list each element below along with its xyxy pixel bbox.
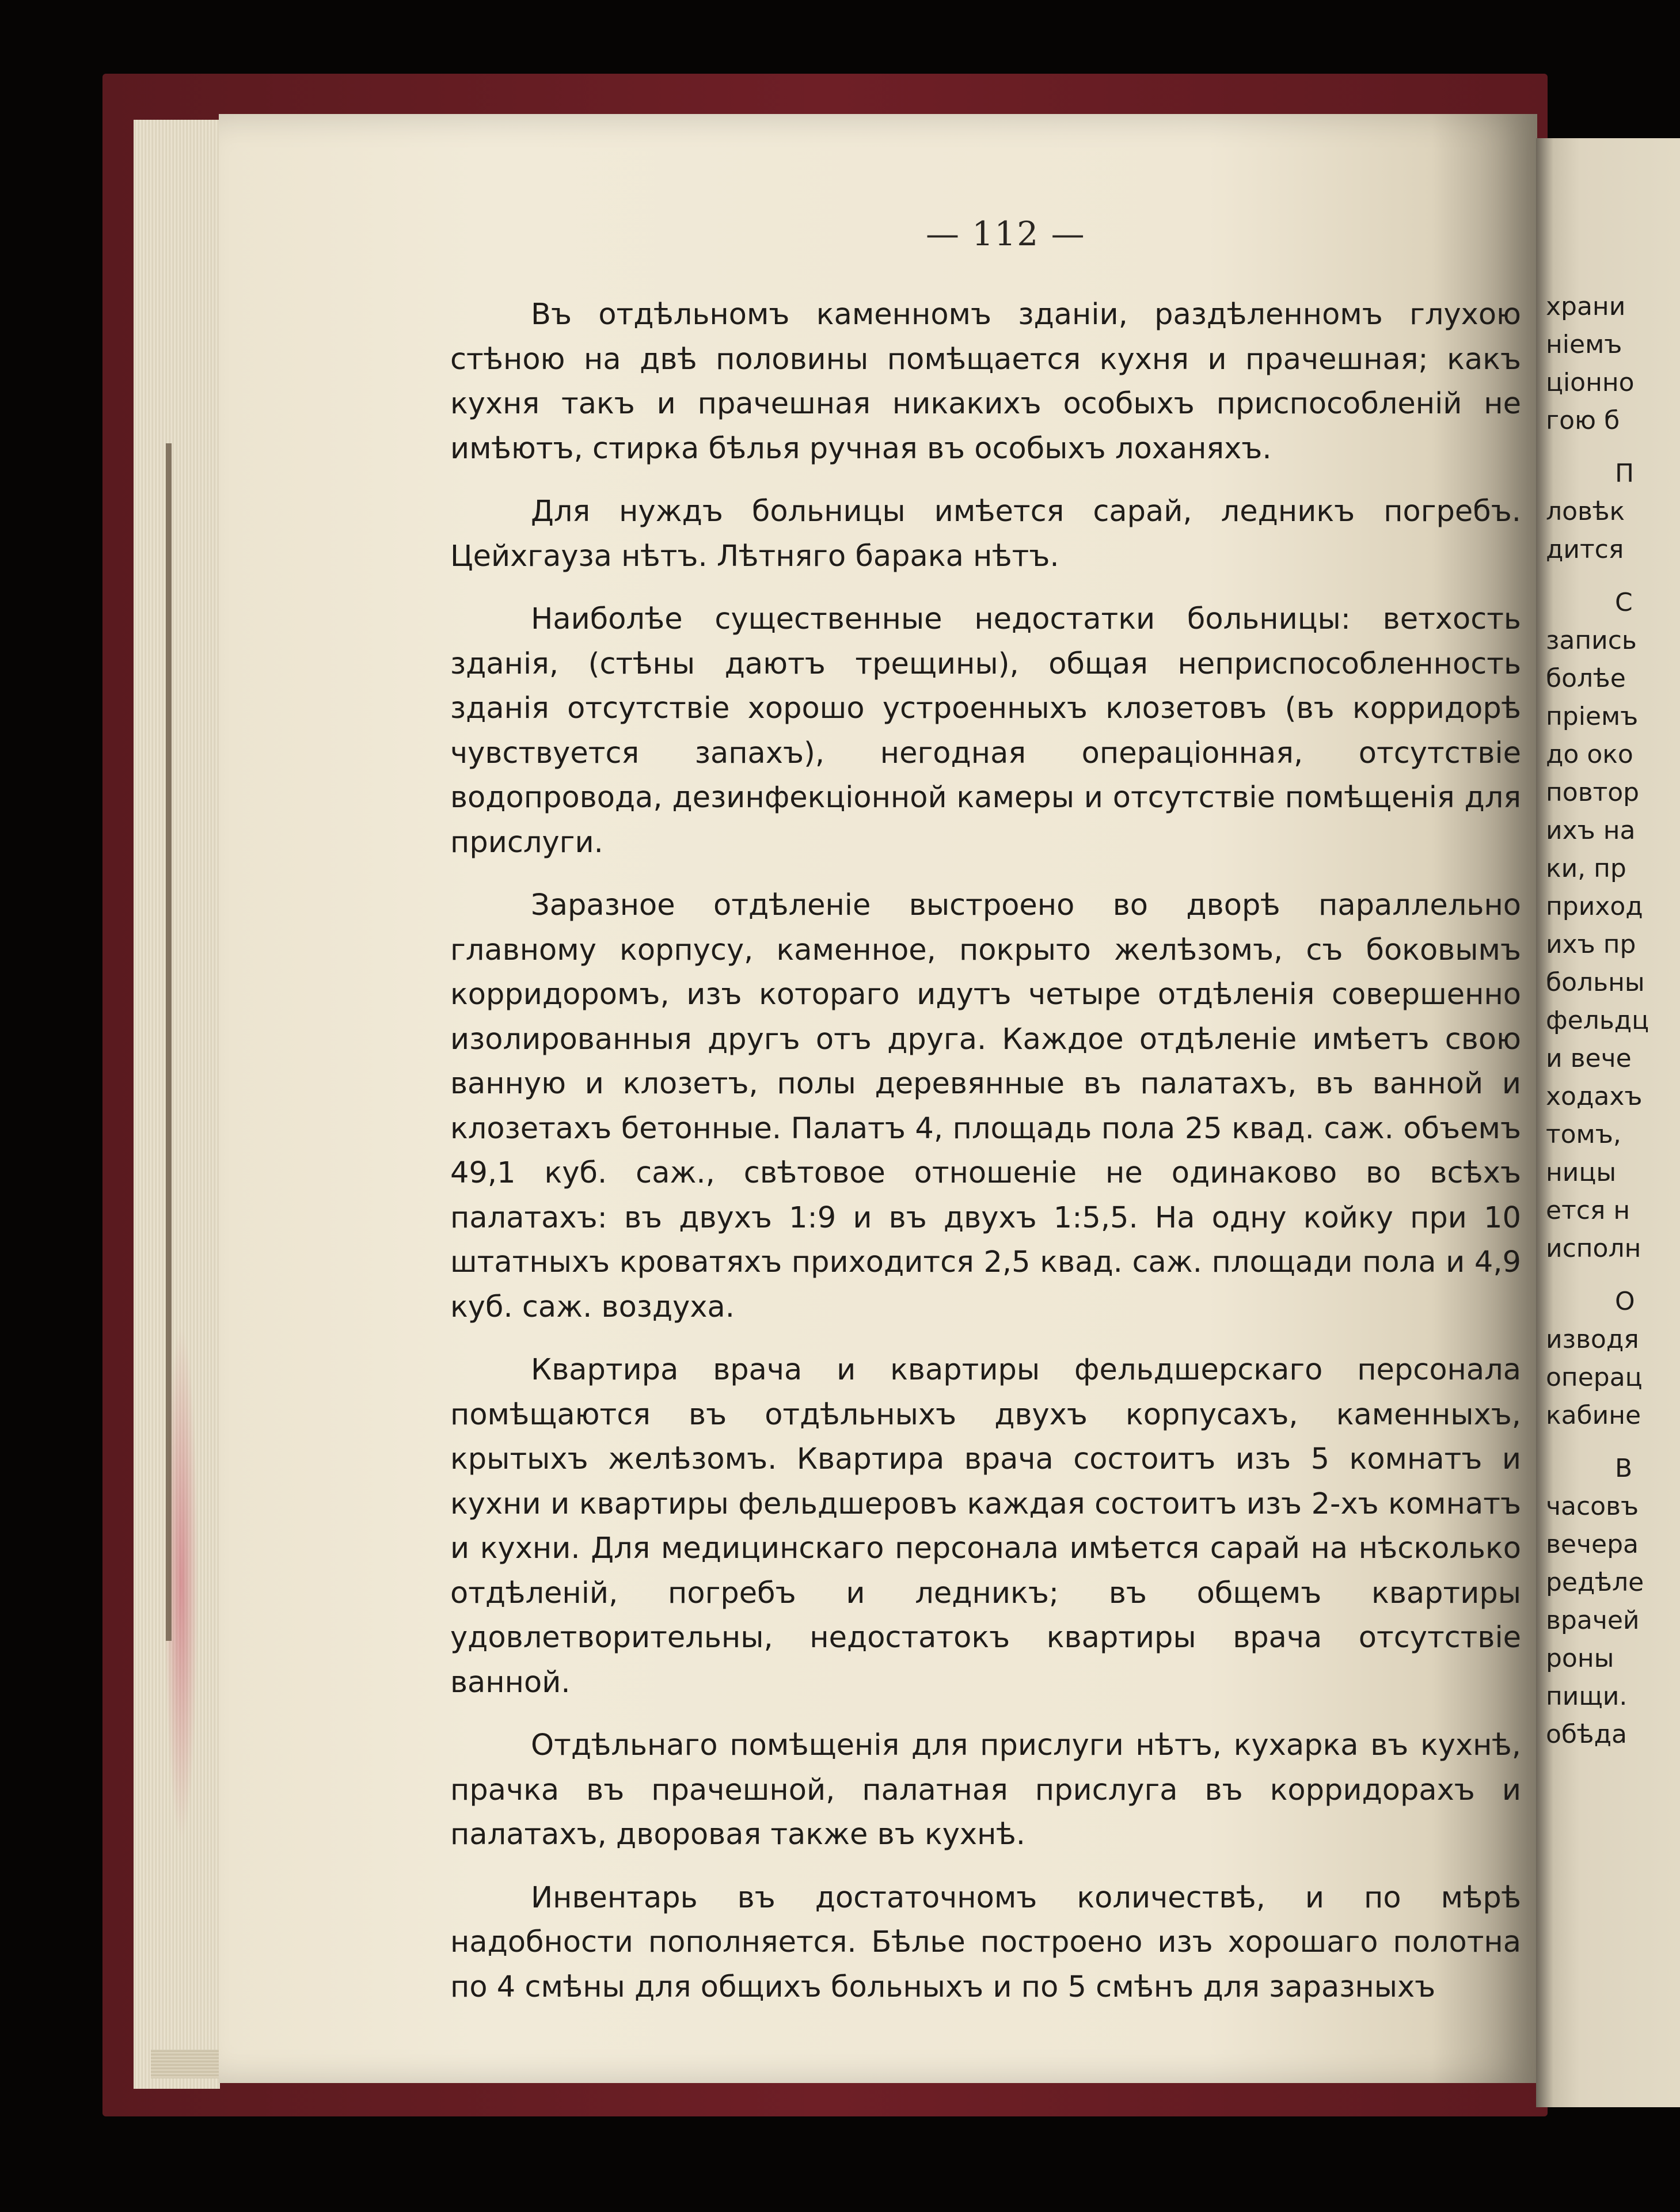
- page-body: [450, 292, 1521, 2009]
- right-page-line: дится: [1546, 535, 1624, 564]
- right-page-line: редѣле: [1546, 1568, 1644, 1597]
- right-page-line: изводя: [1546, 1325, 1639, 1354]
- right-page-line: гою б: [1546, 406, 1620, 435]
- right-page-line: повтор: [1546, 778, 1640, 807]
- right-page-line: ловѣк: [1546, 497, 1625, 526]
- page-number: — 112 —: [926, 214, 1086, 253]
- right-page-line: О: [1615, 1287, 1635, 1316]
- right-page-line: до око: [1546, 740, 1633, 769]
- paragraph: Инвентарь въ достаточномъ количествѣ, и по мѣрѣ надобности пополняется. Бѣлье построено изъ хорошаго полотна по 4 смѣны для общихъ больныхъ и по 5 смѣнъ для заразныхъ: [450, 1880, 1521, 2004]
- paragraph: Квартира врача и квартиры фельдшерскаго персонала помѣщаются въ отдѣльныхъ двухъ корпусахъ, каменныхъ, крытыхъ желѣзомъ. Квартира врача состоитъ изъ 5 комнатъ и кухни и квартиры фельдшеровъ каждая состоитъ изъ 2-хъ комнатъ и кухни. Для медицинскаго персонала имѣется сарай на нѣсколько отдѣленій, погребъ и ледникъ; въ общемъ квартиры удовлетворительны, недостатокъ квартиры врача отсутствіе ванной.: [450, 1353, 1521, 1700]
- paragraph: Наиболѣе существенные недостатки больницы: ветхость зданія, (стѣны даютъ трещины), общая неприспособленность зданія отсутствіе хорошо устроенныхъ клозетовъ (въ корридорѣ чувствуется запахъ), негодная операціонная, отсутствіе водопровода, дезинфекціонной камеры и отсутствіе помѣщенія для прислуги.: [450, 602, 1521, 860]
- right-page-line: больны: [1546, 968, 1645, 997]
- page-edge-mark: [166, 443, 172, 1641]
- right-page-line: запись: [1546, 626, 1637, 655]
- right-page-line: исполн: [1546, 1234, 1641, 1263]
- right-page-line: часовъ: [1546, 1492, 1639, 1521]
- right-page-line: пищи.: [1546, 1682, 1628, 1711]
- right-page-line: ки, пр: [1546, 854, 1626, 883]
- right-page-line: кабине: [1546, 1401, 1641, 1430]
- right-page-line: вечера: [1546, 1530, 1639, 1559]
- paragraph: Отдѣльнаго помѣщенія для прислуги нѣтъ, кухарка въ кухнѣ, прачка въ прачешной, палатная прислуга въ корридорахъ и палатахъ, дворовая также въ кухнѣ.: [450, 1728, 1521, 1852]
- right-page-line: врачей: [1546, 1606, 1640, 1635]
- right-page-line: фельдц: [1546, 1006, 1649, 1035]
- right-page-line: болѣе: [1546, 664, 1626, 693]
- paragraph: Въ отдѣльномъ каменномъ зданіи, раздѣленномъ глухою стѣною на двѣ половины помѣщается кухня и прачешная; какъ кухня такъ и прачешная никакихъ особыхъ приспособленій не имѣютъ, стирка бѣлья ручная въ особыхъ лоханяхъ.: [450, 298, 1521, 466]
- right-page-line: ніемъ: [1546, 330, 1622, 359]
- right-page-line: ется н: [1546, 1196, 1630, 1225]
- right-page-line: ціонно: [1546, 368, 1635, 397]
- right-page-line: ходахъ: [1546, 1082, 1643, 1111]
- paragraph: Заразное отдѣленіе выстроено во дворѣ параллельно главному корпусу, каменное, покрыто желѣзомъ, съ боковымъ корридоромъ, изъ котораго идутъ четыре отдѣленія совершенно изолированныя другъ отъ друга. Каждое отдѣленіе имѣетъ свою ванную и клозетъ, полы деревянные въ палатахъ, въ ванной и клозетахъ бетонные. Палатъ 4, площадь пола 25 квад. саж. объемъ 49,1 куб. саж., свѣтовое отношеніе не одинаково во всѣхъ палатахъ: въ двухъ 1:9 и въ двухъ 1:5,5. На одну койку при 10 штатныхъ кроватяхъ приходится 2,5 квад. саж. площади пола и 4,9 куб. саж. воздуха.: [450, 888, 1521, 1324]
- right-page-line: приход: [1546, 892, 1643, 921]
- right-page-text: [1546, 288, 1680, 1754]
- right-page-line: В: [1615, 1454, 1633, 1483]
- right-page-line: ницы: [1546, 1158, 1617, 1187]
- right-page-line: пріемъ: [1546, 702, 1639, 731]
- right-page-line: С: [1615, 588, 1633, 617]
- right-page-line: и вече: [1546, 1044, 1632, 1073]
- right-page-line: операц: [1546, 1363, 1643, 1392]
- right-page-line: обѣда: [1546, 1720, 1628, 1749]
- right-page-line: храни: [1546, 292, 1626, 321]
- right-page-line: ихъ на: [1546, 816, 1636, 845]
- right-page-line: томъ,: [1546, 1120, 1621, 1149]
- right-page-line: П: [1615, 459, 1635, 488]
- right-page-line: роны: [1546, 1644, 1614, 1673]
- paragraph: Для нуждъ больницы имѣется сарай, ледникъ погребъ. Цейхгауза нѣтъ. Лѣтняго барака нѣтъ.: [450, 495, 1521, 573]
- right-page-line: ихъ пр: [1546, 930, 1636, 959]
